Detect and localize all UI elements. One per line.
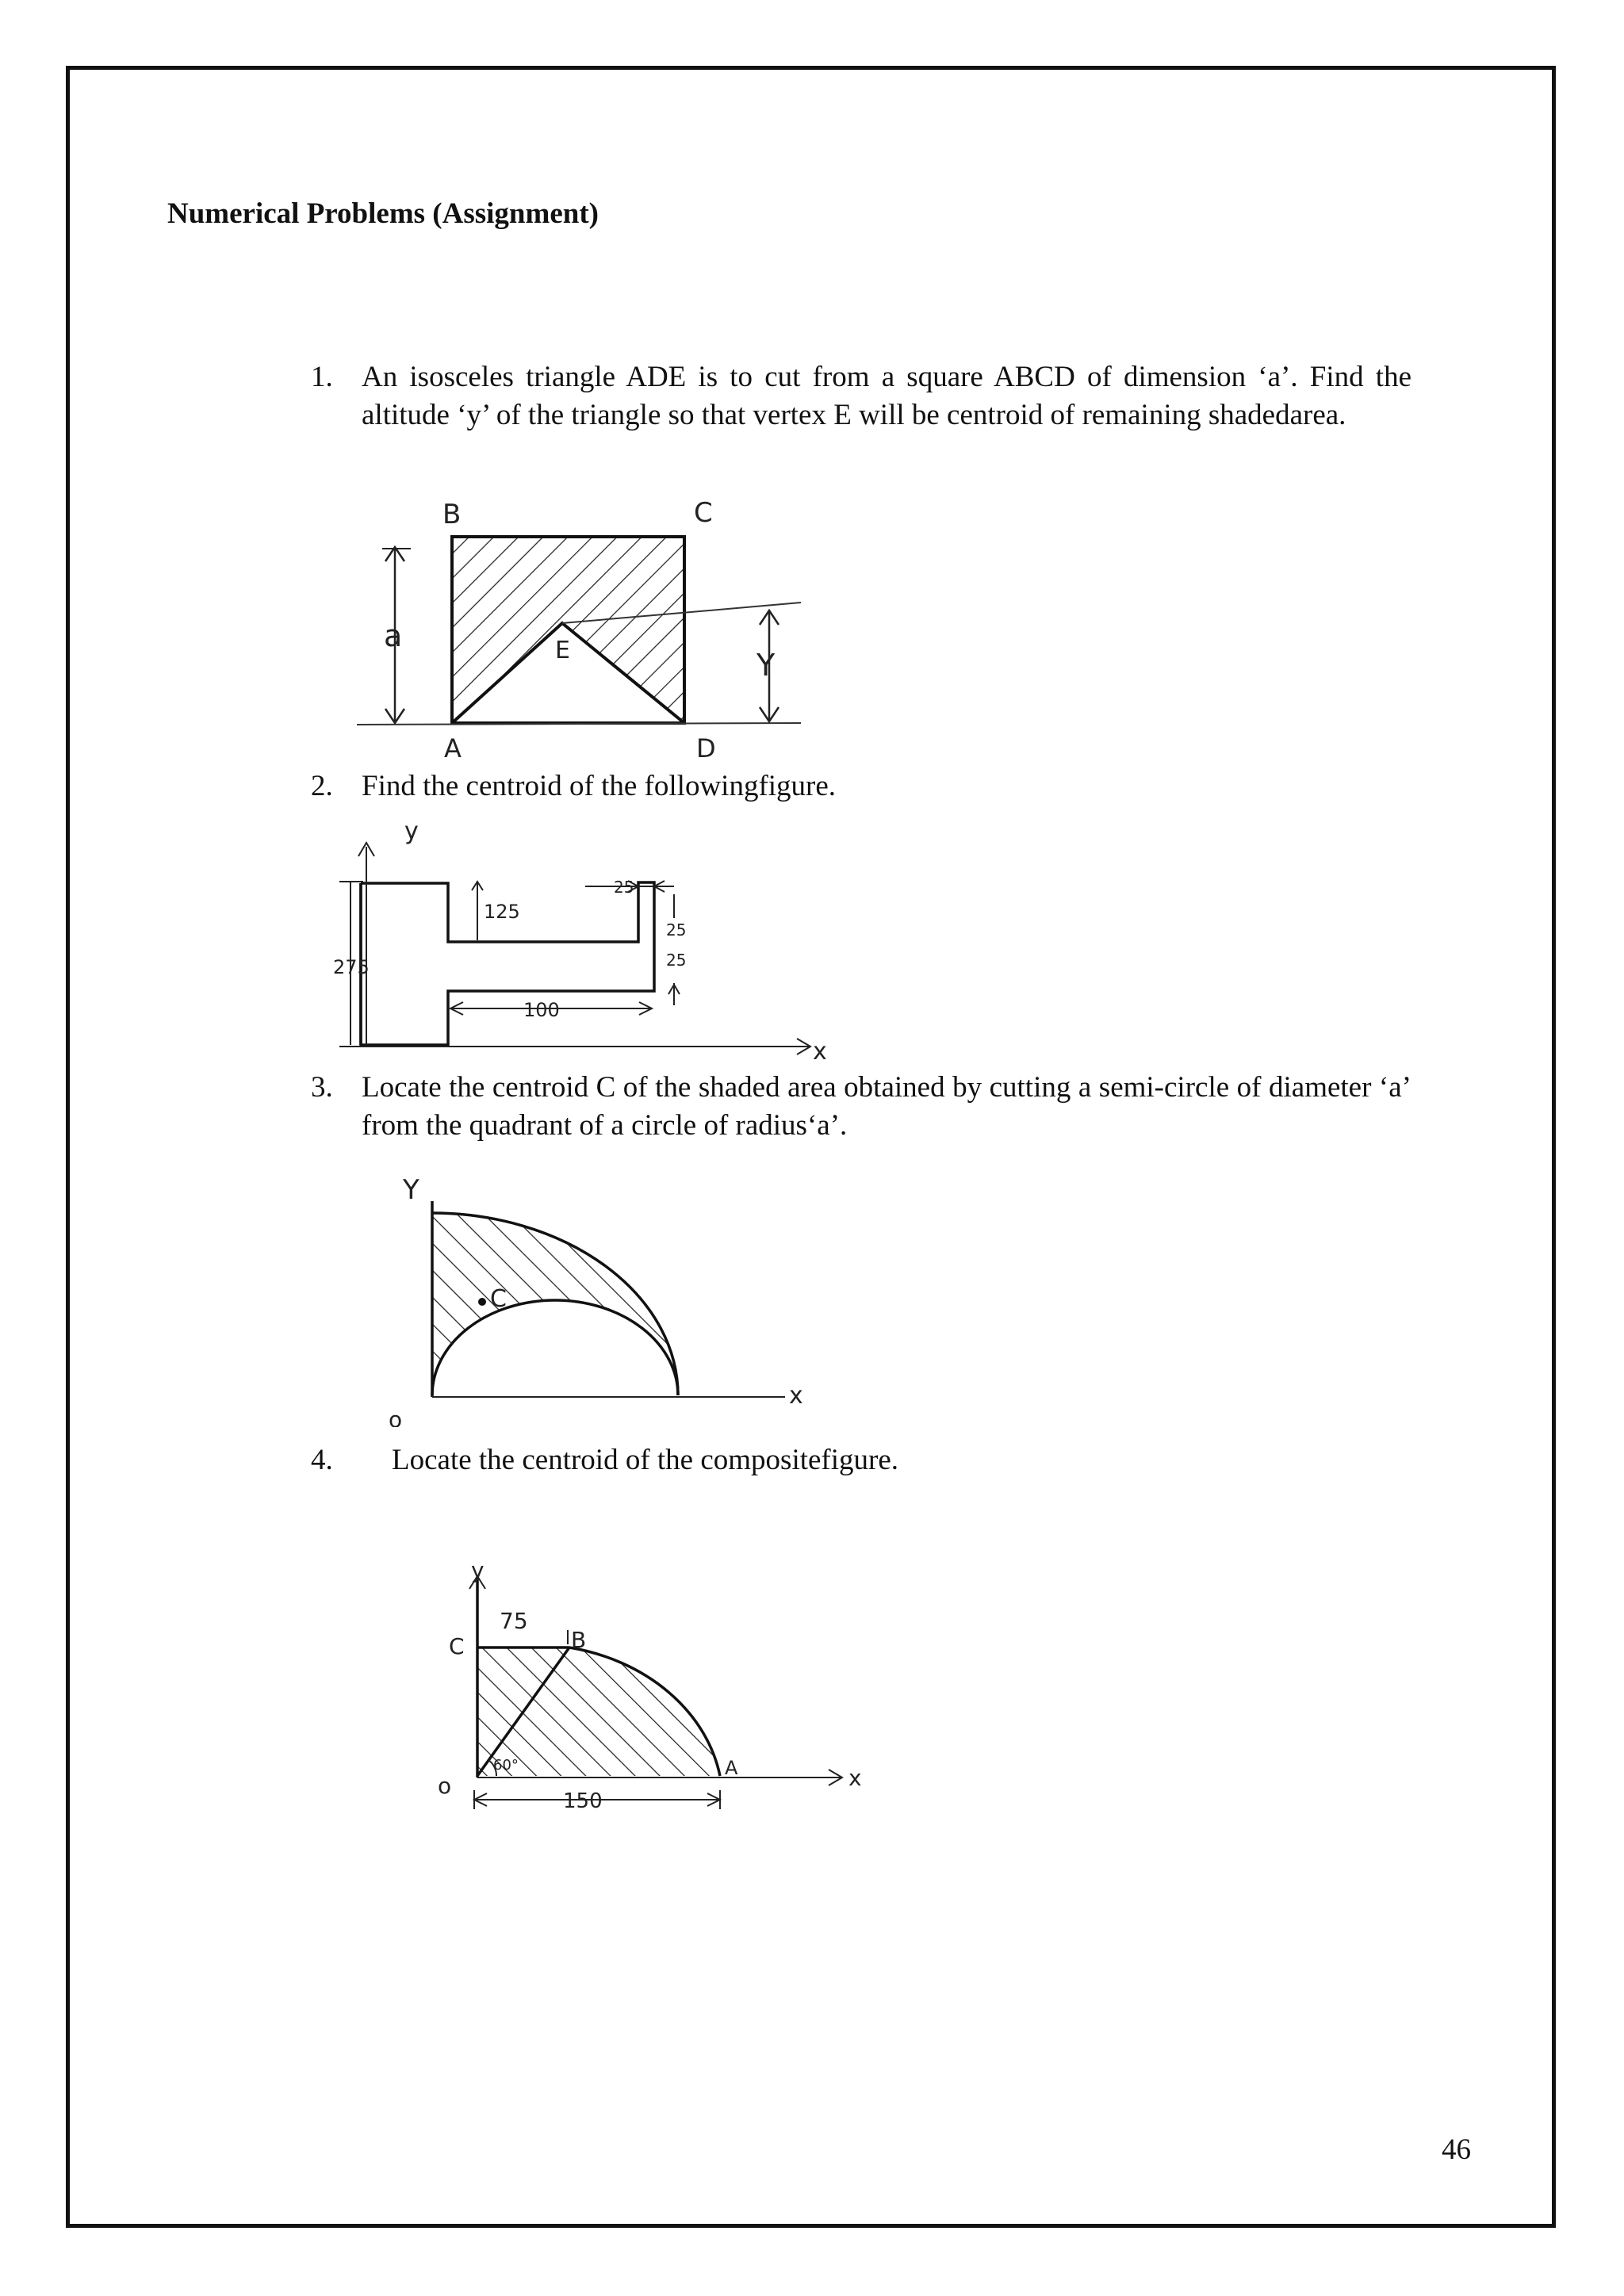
problem-number: 1. bbox=[311, 361, 333, 393]
label-125: 125 bbox=[484, 901, 520, 923]
problem-text: Find the centroid of the followingfigure. bbox=[362, 770, 837, 802]
problem-text: Locate the centroid C of the shaded area obtained by cutting a semi-circle of diameter ‘a’ from the quadrant of a circle of radius‘a’. bbox=[362, 1071, 1411, 1142]
label-y-dimension: Y bbox=[756, 648, 776, 683]
figure-quadrant-semicircle bbox=[381, 1165, 825, 1427]
label-100: 100 bbox=[523, 999, 560, 1021]
label-150: 150 bbox=[563, 1789, 603, 1813]
label-d: D bbox=[696, 733, 716, 763]
label-origin: o bbox=[389, 1406, 403, 1427]
figure-2-drawing bbox=[333, 807, 841, 1067]
problem-2 bbox=[311, 767, 1411, 806]
label-b: B bbox=[442, 499, 462, 530]
label-25-a: 25 bbox=[666, 920, 687, 939]
problem-text: Locate the centroid of the compositefigure. bbox=[392, 1444, 899, 1476]
problem-4 bbox=[311, 1441, 1411, 1479]
label-y-axis: Y bbox=[403, 1174, 419, 1206]
label-x-axis: x bbox=[813, 1038, 827, 1066]
label-c: C bbox=[449, 1633, 465, 1659]
problem-number: 2. bbox=[311, 770, 333, 802]
problem-3 bbox=[311, 1069, 1411, 1145]
label-x-axis: x bbox=[789, 1382, 803, 1410]
label-y-axis: y bbox=[471, 1562, 485, 1583]
label-y-axis: y bbox=[404, 817, 419, 845]
figure-channel-shape bbox=[333, 807, 841, 1067]
label-a-point: A bbox=[444, 733, 462, 763]
page-number: 46 bbox=[1442, 2133, 1471, 2166]
label-25-top: 25 bbox=[614, 878, 634, 897]
problem-number: 4. bbox=[311, 1444, 333, 1476]
figure-composite bbox=[420, 1562, 896, 1831]
label-c: C bbox=[694, 497, 713, 529]
label-25-b: 25 bbox=[666, 951, 687, 970]
figure-square-triangle bbox=[341, 492, 809, 765]
problem-number: 3. bbox=[311, 1071, 333, 1104]
problem-text: An isosceles triangle ADE is to cut from a square ABCD of dimension ‘a’. Find the altitude ‘y’ of the triangle so that vertex E will be centroid of remaining shadedarea. bbox=[362, 361, 1411, 431]
label-x-axis: x bbox=[848, 1765, 862, 1791]
problem-1 bbox=[311, 358, 1411, 434]
label-e: E bbox=[555, 637, 570, 664]
figure-1-drawing bbox=[341, 492, 809, 765]
page-heading: Numerical Problems (Assignment) bbox=[167, 197, 599, 230]
label-origin: o bbox=[438, 1773, 452, 1799]
label-275: 275 bbox=[333, 956, 370, 978]
label-centroid-c: C bbox=[490, 1285, 507, 1313]
label-a: A bbox=[725, 1757, 738, 1779]
figure-4-drawing bbox=[420, 1562, 896, 1831]
figure-3-drawing bbox=[381, 1165, 825, 1427]
label-75: 75 bbox=[500, 1608, 528, 1634]
label-b: B bbox=[571, 1627, 587, 1653]
label-angle-60: 60° bbox=[493, 1757, 519, 1774]
label-a-dimension: a bbox=[384, 618, 403, 653]
